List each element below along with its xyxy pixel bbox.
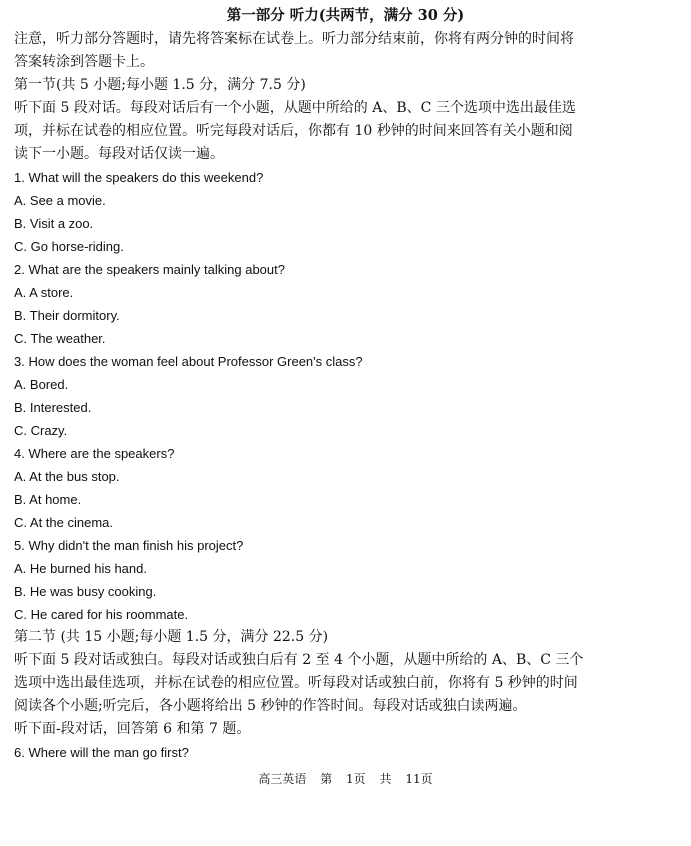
notice-line: 答案转涂到答题卡上。 <box>14 54 154 70</box>
option-c: C. The weather. <box>14 331 106 346</box>
option-a: A. See a movie. <box>14 193 106 208</box>
option-c: C. At the cinema. <box>14 515 113 530</box>
section1-instruction: 项，并标在试卷的相应位置。听完每段对话后，你都有 10 秒钟的时间来回答有关小题和阅 <box>14 123 573 139</box>
notice-line: 注意，听力部分答题时，请先将答案标在试卷上。听力部分结束前，你将有两分钟的时间将 <box>14 31 574 47</box>
section1-instruction: 读下一小题。每段对话仅读一遍。 <box>14 146 224 162</box>
option-b: B. Visit a zoo. <box>14 216 94 231</box>
question-5: 5. Why didn't the man finish his project? <box>14 538 244 553</box>
page-footer <box>0 770 691 788</box>
option-a: A. A store. <box>14 285 74 300</box>
section2-heading: 第二节 (共 15 小题;每小题 1.5 分，满分 22.5 分) <box>14 629 329 645</box>
option-b: B. Interested. <box>14 400 92 415</box>
section2-instruction: 阅读各个小题;听完后，各小题将给出 5 秒钟的作答时间。每段对话或独白读两遍。 <box>14 698 527 714</box>
footer-page: 第 1页 <box>320 772 366 786</box>
exam-content <box>14 28 626 764</box>
option-b: B. Their dormitory. <box>14 308 120 323</box>
question-6: 6. Where will the man go first? <box>14 745 189 760</box>
question-1: 1. What will the speakers do this weekend? <box>14 170 264 185</box>
section2-instruction: 听下面 5 段对话或独白。每段对话或独白后有 2 至 4 个小题，从题中所给的 A、B、C 三个 <box>14 652 584 668</box>
option-a: A. At the bus stop. <box>14 469 120 484</box>
option-c: C. Crazy. <box>14 423 68 438</box>
footer-total: 共 11页 <box>379 772 433 786</box>
option-c: C. Go horse-riding. <box>14 239 124 254</box>
option-b: B. At home. <box>14 492 82 507</box>
question-3: 3. How does the woman feel about Professor Green's class? <box>14 354 363 369</box>
option-c: C. He cared for his roommate. <box>14 607 189 622</box>
footer-subject: 高三英语 <box>258 772 307 786</box>
page-title: 第一部分 听力(共两节，满分 30 分) <box>226 7 465 24</box>
option-a: A. He burned his hand. <box>14 561 147 576</box>
section1-instruction: 听下面 5 段对话。每段对话后有一个小题，从题中所给的 A、B、C 三个选项中选出最佳选 <box>14 100 576 116</box>
question-2: 2. What are the speakers mainly talking about? <box>14 262 285 277</box>
question-4: 4. Where are the speakers? <box>14 446 175 461</box>
option-b: B. He was busy cooking. <box>14 584 157 599</box>
section2-instruction: 选项中选出最佳选项，并标在试卷的相应位置。听每段对话或独白前，你将有 5 秒钟的时间 <box>14 675 578 691</box>
option-a: A. Bored. <box>14 377 69 392</box>
section2-intro: 听下面-段对话，回答第 6 和第 7 题。 <box>14 721 251 737</box>
section1-heading: 第一节(共 5 小题;每小题 1.5 分，满分 7.5 分) <box>14 77 306 93</box>
